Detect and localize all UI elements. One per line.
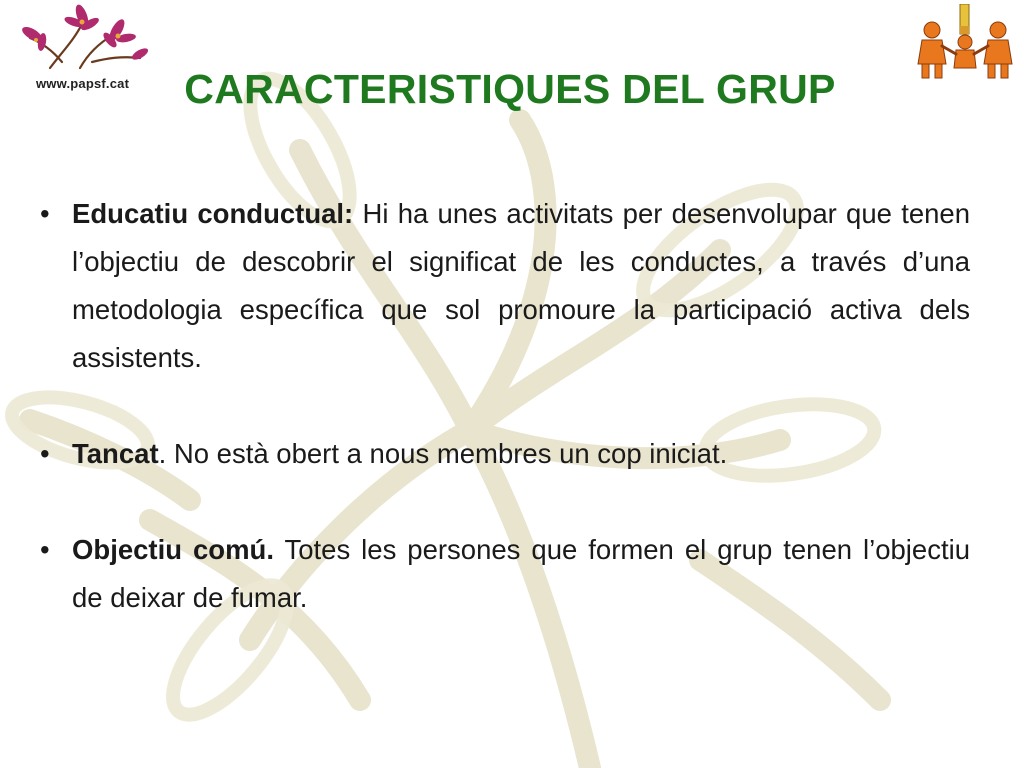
bullet-label: Educatiu conductual: — [72, 198, 354, 229]
bullet-text: . No està obert a nous membres un cop iniciat. — [158, 438, 728, 469]
logo-url-text: www.papsf.cat — [36, 76, 130, 91]
people-group-icon — [910, 4, 1020, 96]
bullet-label: Tancat — [72, 438, 159, 469]
bullet-marker: • — [40, 438, 50, 469]
bullet-tancat — [40, 430, 970, 478]
papsf-logo — [22, 2, 152, 98]
deixar-de-fumar-logo — [910, 4, 1020, 96]
slide-title: CARACTERISTIQUES DEL GRUP — [184, 66, 836, 112]
bullet-marker: • — [40, 534, 50, 565]
bullet-list — [40, 190, 970, 622]
bullet-text: Totes les persones que formen el grup tenen l’objectiu de deixar de fumar. — [72, 534, 971, 613]
bullet-marker: • — [40, 198, 50, 229]
bullet-text: Hi ha unes activitats per desenvolupar que tenen l’objectiu de descobrir el significat de les conductes, a través d’una metodologia específica que sol promoure la participació activa dels assistents. — [72, 198, 971, 373]
bullet-educatiu-conductual — [40, 190, 970, 382]
bullet-objectiu-comu — [40, 526, 970, 622]
bullet-label: Objectiu comú. — [72, 534, 274, 565]
flower-logo-icon — [22, 2, 152, 72]
